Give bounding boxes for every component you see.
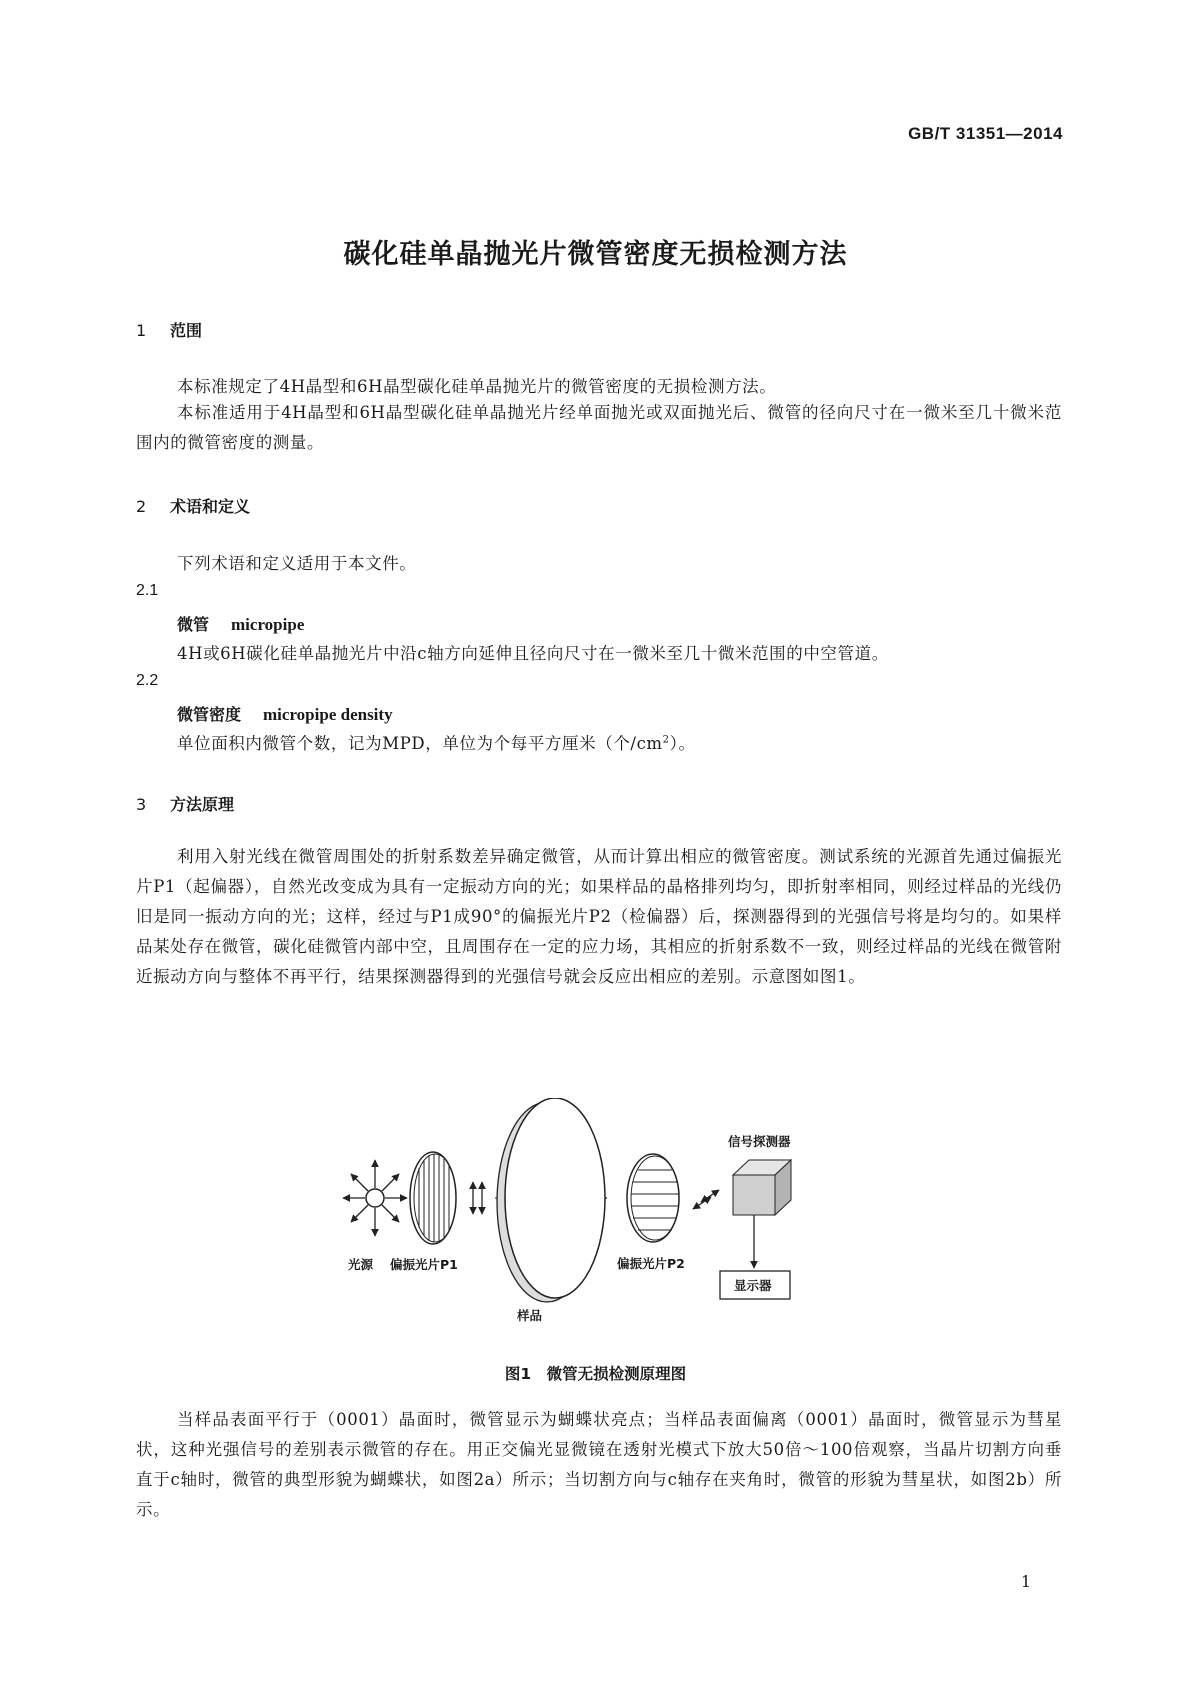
polarizer-p2-label: 偏振光片P2 [617, 1256, 685, 1271]
section-2-title: 术语和定义 [170, 497, 251, 516]
display-label: 显示器 [734, 1278, 772, 1293]
document-title: 碳化硅单晶抛光片微管密度无损检测方法 [343, 239, 848, 270]
polarizer-p2-icon [627, 1154, 679, 1242]
term-2-1-number: 2.1 [136, 582, 159, 599]
section-3-paragraph-1: 利用入射光线在微管周围处的折射系数差异确定微管，从而计算出相应的微管密度。测试系统的光源首先通过偏振光片P1（起偏器），自然光改变成为具有一定振动方向的光；如果样品的晶格排列均匀，即折射率相同，则经过样品的光线仍旧是同一振动方向的光；这样，经过与P1成90°的偏振光片P2（检偏器）后，探测器得到的光强信号将是均匀的。如果样品某处存在微管，碳化硅微管内部中空，且周围存在一定的应力场，其相应的折射系数不一致，则经过样品的光线在微管附近振动方向与整体不再平行，结果探测器得到的光强信号就会反应出相应的差别。示意图如图1。 [136, 847, 1062, 986]
section-2-heading [136, 494, 250, 517]
signal-detector-icon [733, 1160, 791, 1215]
term-2-2-en: micropipe density [263, 705, 393, 724]
section-3-heading [136, 792, 234, 815]
term-2-1-definition: 4H或6H碳化硅单晶抛光片中沿c轴方向延伸且径向尺寸在一微米至几十微米范围的中空管道。 [177, 644, 889, 663]
light-source-label: 光源 [348, 1257, 374, 1272]
figure-1-caption: 图1 微管无损检测原理图 [504, 1365, 687, 1383]
section-1-heading [136, 318, 202, 341]
section-3-number: 3 [136, 795, 147, 814]
term-2-2-title [177, 702, 393, 725]
section-3-paragraph-2: 当样品表面平行于（0001）晶面时，微管显示为蝴蝶状亮点；当样品表面偏离（0001）晶面时，微管显示为彗星状，这种光强信号的差别表示微管的存在。用正交偏光显微镜在透射光模式下放大50倍～100倍观察，当晶片切割方向垂直于c轴时，微管的典型形貌为蝴蝶状，如图2a）所示；当切割方向与c轴存在夹角时，微管的形貌为彗星状，如图2b）所示。 [136, 1410, 1062, 1519]
section-2-number: 2 [136, 497, 147, 516]
term-2-2-definition-end: ）。 [669, 734, 696, 753]
vertical-polarization-arrows-icon [473, 1182, 482, 1214]
section-1-paragraph-1: 本标准规定了4H晶型和6H晶型碳化硅单晶抛光片的微管密度的无损检测方法。 [177, 377, 777, 396]
section-3-title: 方法原理 [170, 795, 235, 814]
polarizer-p1-icon [410, 1152, 456, 1244]
term-2-2-zh: 微管密度 [177, 705, 242, 724]
section-1-title: 范围 [170, 321, 203, 340]
term-2-1-zh: 微管 [177, 615, 210, 634]
term-2-2-definition [177, 730, 696, 754]
section-1-paragraph-2: 本标准适用于4H晶型和6H晶型碳化硅单晶抛光片经单面抛光或双面抛光后、微管的径向尺寸在一微米至几十微米范围内的微管密度的测量。 [136, 403, 1062, 452]
term-2-2-number: 2.2 [136, 672, 159, 689]
section-1-number: 1 [136, 321, 147, 340]
figure-1-diagram [335, 1098, 855, 1338]
term-2-1-title [177, 612, 304, 635]
sample-label: 样品 [517, 1308, 543, 1323]
term-2-2-definition-superscript: 2 [662, 734, 670, 746]
detector-label: 信号探测器 [728, 1134, 791, 1149]
polarizer-p1-label: 偏振光片P1 [390, 1257, 458, 1272]
light-source-icon [343, 1160, 407, 1236]
section-2-intro: 下列术语和定义适用于本文件。 [177, 554, 417, 573]
diagonal-polarization-arrows-icon [693, 1190, 719, 1209]
page-number: 1 [1020, 1572, 1031, 1591]
sample-disk-icon [497, 1098, 605, 1302]
standard-number: GB/T 31351—2014 [908, 124, 1063, 143]
term-2-1-en: micropipe [231, 615, 305, 634]
term-2-2-definition-main: 单位面积内微管个数，记为MPD，单位为个每平方厘米（个/cm [177, 734, 663, 753]
